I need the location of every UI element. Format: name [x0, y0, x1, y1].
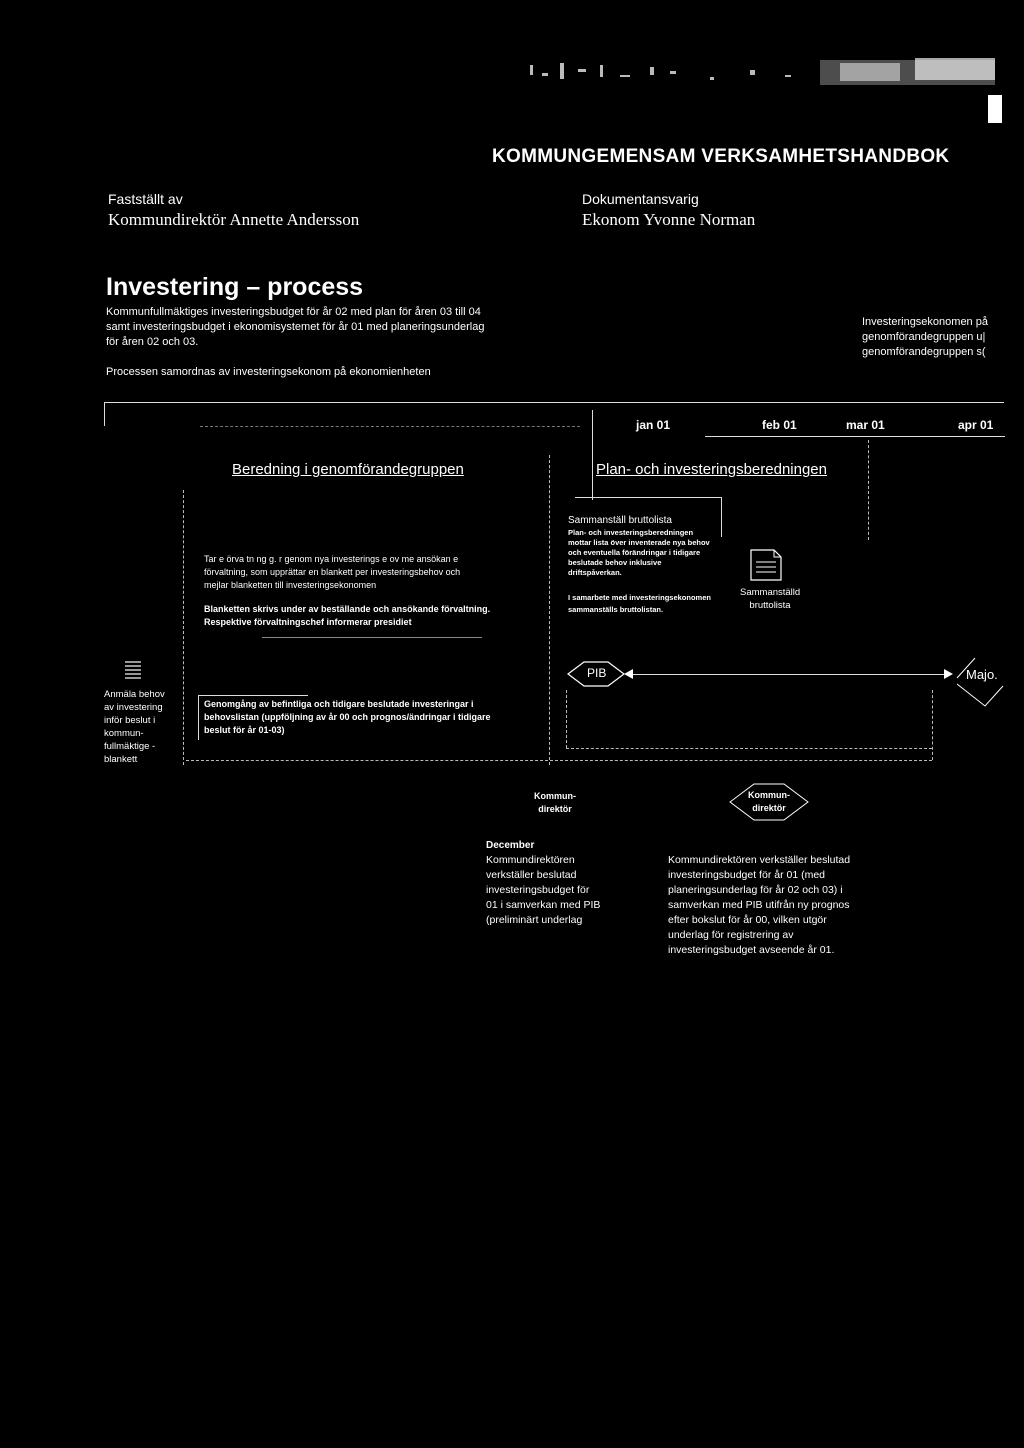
document-icon: [122, 658, 144, 687]
bruttolista-text: [568, 528, 738, 578]
review-box-text: [204, 698, 544, 737]
kd-label-right: [744, 789, 794, 815]
left-doc-line: fullmäktige -: [104, 741, 156, 752]
december-line: Kommundirektören: [486, 854, 575, 866]
month-feb: feb 01: [762, 418, 797, 432]
scan-noise-graphic: [520, 55, 1000, 95]
lane1-line: mejlar blanketten till investeringsekonomen: [204, 580, 377, 590]
lane1-note-line: Respektive förvaltningschef informerar presidiet: [204, 617, 412, 627]
timeline-left-edge: [104, 402, 105, 426]
kd-line: direktör: [538, 804, 572, 814]
kd2-line: Kommun-: [748, 790, 790, 800]
coordinator-line: Processen samordnas av investeringsekonom på ekonomienheten: [106, 366, 431, 378]
page-marker: [988, 95, 1002, 123]
bruttolista-title: Sammanställ bruttolista: [568, 515, 672, 526]
sammanstalld-document-graphic: [748, 547, 784, 583]
established-value: Kommundirektör Annette Andersson: [108, 210, 360, 229]
bottom-right-line: planeringsunderlag för år 02 och 03) i: [668, 884, 843, 896]
bruttolista-line: mottar lista över inventerade nya behov: [568, 538, 710, 547]
intro-line: för åren 02 och 03.: [106, 336, 199, 348]
bruttolista-text2: [568, 592, 738, 616]
arrow-left-icon: [624, 669, 633, 679]
review-line: beslut för år 01-03): [204, 725, 285, 735]
responsible-value: Ekonom Yvonne Norman: [582, 210, 756, 229]
december-line: verkställer beslutad: [486, 869, 577, 881]
left-doc-line: inför beslut i: [104, 715, 156, 726]
lane1-line: Tar e örva tn ng g. r genom nya investerings e ov me ansökan e: [204, 554, 459, 564]
arrow-right-icon: [944, 669, 953, 679]
responsible-label: Dokumentansvarig: [582, 191, 699, 207]
review-line: Genomgång av befintliga och tidigare beslutade investeringar i: [204, 699, 474, 709]
lanes-bottom-line: [186, 760, 932, 761]
lane2-left-border: [592, 410, 593, 500]
left-doc-caption: [104, 688, 165, 766]
bruttolista-line: beslutade behov inklusive: [568, 558, 662, 567]
review-line: behovslistan (uppföljning av år 00 och prognos/ändringar i tidigare: [204, 712, 491, 722]
left-doc-line: blankett: [104, 754, 138, 765]
kd-line: Kommun-: [534, 791, 576, 801]
intro-paragraph: [106, 305, 484, 350]
bottom-right-line: samverkan med PIB utifrån ny prognos: [668, 899, 850, 911]
sammanstalld-line: Sammanställd: [740, 587, 801, 598]
sammanstalld-caption: [740, 586, 800, 612]
intro-right-line: Investeringsekonomen på: [862, 316, 988, 328]
month-jan: jan 01: [636, 418, 671, 432]
bruttolista-line: driftspåverkan.: [568, 568, 622, 577]
intro-line: Kommunfullmäktiges investeringsbudget för år 02 med plan för åren 03 till 04: [106, 306, 481, 318]
bottom-right-text: [668, 853, 1008, 958]
review-box-top: [198, 695, 308, 696]
month-mar: mar 01: [846, 418, 885, 432]
pib-connector-bottom: [566, 748, 932, 749]
months-underline: [705, 436, 1005, 437]
bottom-right-line: investeringsbudget avseende år 01.: [668, 944, 835, 956]
pib-connector: [566, 690, 567, 748]
scan-noise: [520, 55, 1000, 95]
bruttolista-line: och eventuella förändringar i tidigare: [568, 548, 701, 557]
lane1-note: [204, 603, 544, 629]
december-line: investeringsbudget för: [486, 884, 590, 896]
december-line: (preliminärt underlag: [486, 914, 583, 926]
december-text: [486, 853, 600, 928]
lane-right-border: [932, 690, 933, 760]
majo-diamond: [955, 656, 1015, 712]
lane-divider: [549, 455, 550, 765]
bruttolista-box-top: [575, 497, 721, 498]
bruttolista-line: I samarbete med investeringsekonomen: [568, 593, 711, 602]
pib-label: PIB: [587, 666, 607, 680]
lane1-line: förvaltning, som upprättar en blankett per investeringsbehov och: [204, 567, 461, 577]
december-line: 01 i samverkan med PIB: [486, 899, 601, 911]
bottom-right-line: investeringsbudget för år 01 (med: [668, 869, 826, 881]
lane1-note-line: Blanketten skrivs under av beställande och ansökande förvaltning.: [204, 604, 491, 614]
month-apr: apr 01: [958, 418, 994, 432]
kd-label-left: [530, 790, 580, 816]
intro-right-line: genomförandegruppen s(: [862, 346, 986, 358]
intro-right-text: [862, 315, 1024, 360]
established-label: Fastställt av: [108, 191, 183, 207]
document-icon-graphic: [122, 658, 144, 682]
left-doc-line: av investering: [104, 702, 163, 713]
intro-right-line: genomförandegruppen u|: [862, 331, 986, 343]
left-doc-line: Anmäla behov: [104, 689, 165, 700]
page-title: Investering – process: [106, 273, 364, 301]
lane2-right-border: [868, 440, 869, 540]
bottom-right-line: underlag för registrering av: [668, 929, 794, 941]
sammanstalld-document-icon: [748, 547, 784, 588]
intro-line: samt investeringsbudget i ekonomisystemet för år 01 med planeringsunderlag: [106, 321, 485, 333]
lane1-description: [204, 553, 534, 592]
sammanstalld-line: bruttolista: [749, 600, 791, 611]
lane2-title: Plan- och investeringsberedningen: [596, 461, 827, 478]
december-title: December: [486, 840, 535, 851]
lane-left-border: [183, 490, 184, 765]
review-box-edge: [198, 695, 199, 740]
timeline-noise-line: [200, 426, 580, 427]
handbook-title: KOMMUNGEMENSAM VERKSAMHETSHANDBOK: [492, 146, 950, 167]
lane1-title: Beredning i genomförandegruppen: [232, 461, 464, 478]
lane1-divider: [262, 637, 482, 638]
bruttolista-line: Plan- och investeringsberedningen: [568, 528, 694, 537]
bottom-right-line: efter bokslut för år 00, vilken utgör: [668, 914, 827, 926]
kd2-line: direktör: [752, 803, 786, 813]
left-doc-line: kommun-: [104, 728, 144, 739]
pib-majo-line: [628, 674, 948, 675]
timeline-top-line: [104, 402, 1004, 403]
majo-label: Majo.: [966, 667, 998, 682]
bruttolista-line: sammanställs bruttolistan.: [568, 605, 664, 614]
majo-milestone: [955, 656, 1015, 717]
bottom-right-line: Kommundirektören verkställer beslutad: [668, 854, 851, 866]
